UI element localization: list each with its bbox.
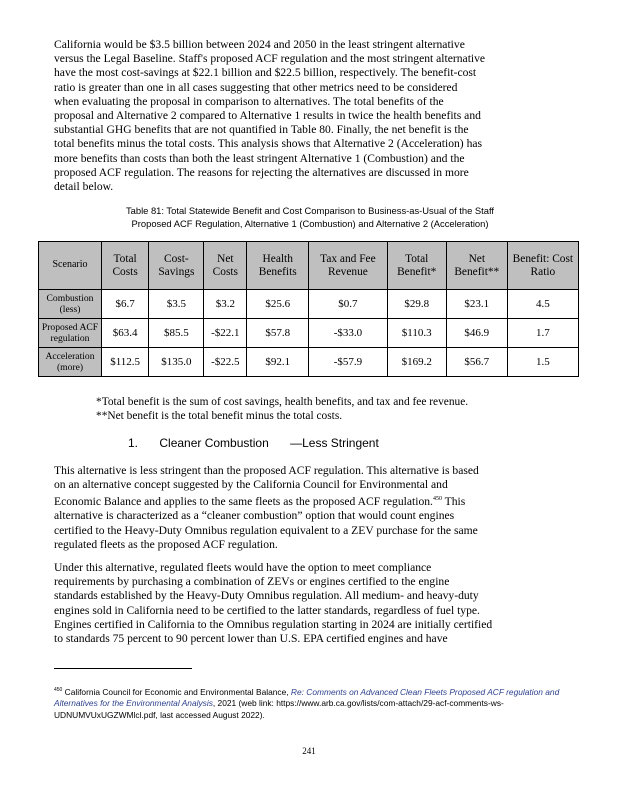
para2-line bbox=[54, 492, 566, 509]
table-cell: $56.7 bbox=[446, 348, 507, 377]
table-caption bbox=[54, 205, 566, 230]
table-cell: $110.3 bbox=[387, 319, 446, 348]
scenario-cell: Acceleration (more) bbox=[39, 348, 102, 377]
table-row bbox=[39, 348, 579, 377]
section-subtitle: —Less Stringent bbox=[290, 436, 379, 450]
table-cell: 4.5 bbox=[507, 290, 578, 319]
omnibus-paragraph bbox=[54, 561, 566, 646]
footnote-marker[interactable]: 450 bbox=[432, 496, 442, 503]
intro-line: detail below. bbox=[54, 180, 114, 194]
column-header: Cost-Savings bbox=[149, 242, 204, 290]
net-benefit-note: **Net benefit is the total benefit minus the total costs. bbox=[96, 410, 343, 422]
footnote-reference-link[interactable]: Re: Comments on Advanced Clean Fleets Proposed ACF regulation and Alternatives for the Environmental Analysis bbox=[54, 686, 560, 709]
table-caption-line-2: Proposed ACF Regulation, Alternative 1 (Combustion) and Alternative 2 (Acceleration) bbox=[131, 217, 489, 229]
column-header: Benefit: Cost Ratio bbox=[507, 242, 578, 290]
column-header: Total Costs bbox=[102, 242, 149, 290]
column-header: Total Benefit* bbox=[387, 242, 446, 290]
alternative-description-paragraph bbox=[54, 464, 566, 552]
para3-line: Engines certified in California to the Omnibus regulation starting in 2024 are initially certified bbox=[54, 617, 493, 631]
para2-line: on an alternative concept suggested by the California Council for Environmental and bbox=[54, 478, 448, 492]
section-title: Cleaner Combustion bbox=[159, 436, 269, 450]
para2-line-text: Economic Balance and applies to the same fleets as the proposed ACF regulation. bbox=[54, 495, 433, 509]
table-cell: $3.2 bbox=[204, 290, 247, 319]
para3-line: requirements by purchasing a combination of ZEVs or engines certified to the engine bbox=[54, 575, 450, 589]
table-row bbox=[39, 290, 579, 319]
table-cell: 1.7 bbox=[507, 319, 578, 348]
para3-line: to standards 75 percent to 90 percent lower than U.S. EPA certified engines and have bbox=[54, 632, 448, 646]
benefit-cost-table bbox=[38, 241, 579, 377]
table-cell: $0.7 bbox=[309, 290, 387, 319]
table-cell: -$33.0 bbox=[309, 319, 387, 348]
table-cell: -$22.1 bbox=[204, 319, 247, 348]
table-row bbox=[39, 319, 579, 348]
column-header: Net Benefit** bbox=[446, 242, 507, 290]
column-header: Net Costs bbox=[204, 242, 247, 290]
table-cell: -$22.5 bbox=[204, 348, 247, 377]
scenario-cell: Proposed ACF regulation bbox=[39, 319, 102, 348]
table-cell: $25.6 bbox=[247, 290, 309, 319]
table-cell: $6.7 bbox=[102, 290, 149, 319]
intro-line: versus the Legal Baseline. Staff's proposed ACF regulation and the most stringent alternative bbox=[54, 52, 486, 66]
intro-line: when evaluating the proposal in comparison to alternatives. The total benefits of the bbox=[54, 94, 444, 108]
intro-line: more benefits than costs than both the least stringent Alternative 1 (Combustion) and the bbox=[54, 151, 465, 165]
table-cell: $46.9 bbox=[446, 319, 507, 348]
para2-line: certified to the Heavy-Duty Omnibus regulation equivalent to a ZEV purchase for the same bbox=[54, 523, 478, 537]
table-notes bbox=[96, 395, 468, 423]
para2-line: regulated fleets as the proposed ACF regulation. bbox=[54, 537, 278, 551]
intro-line: proposed ACF regulation. The reasons for rejecting the alternatives are discussed in more bbox=[54, 165, 469, 179]
intro-line: proposal and Alternative 2 compared to Alternative 1 results in twice the health benefits and bbox=[54, 109, 481, 123]
table-cell: $135.0 bbox=[149, 348, 204, 377]
section-heading bbox=[128, 436, 397, 450]
footnote-separator bbox=[54, 668, 192, 669]
table-cell: $112.5 bbox=[102, 348, 149, 377]
intro-paragraph bbox=[54, 38, 566, 194]
column-header: Scenario bbox=[39, 242, 102, 290]
para3-line: standards established by the Heavy-Duty Omnibus regulation. All medium- and heavy-duty bbox=[54, 589, 479, 603]
section-number: 1. bbox=[128, 436, 139, 450]
intro-line: ratio is greater than one in all cases suggesting that other metrics need to be considered bbox=[54, 80, 458, 94]
para2-line-tail: This bbox=[444, 495, 466, 509]
table-cell: $169.2 bbox=[387, 348, 446, 377]
para3-line: engines sold in California need to be certified to the latter standards, regardless of fuel type. bbox=[54, 603, 480, 617]
intro-line: have the most cost-savings at $22.1 billion and $22.5 billion, respectively. The benefit-cost bbox=[54, 66, 477, 80]
column-header: Tax and Fee Revenue bbox=[309, 242, 387, 290]
footnote-tail: , 2021 (web link: https://www.arb.ca.gov/lists/com-attach/29-acf-comments-ws-UDNUMVUxUGZWMlcl.pdf, last accessed August 2022). bbox=[54, 698, 504, 720]
para3-line: Under this alternative, regulated fleets would have the option to meet compliance bbox=[54, 561, 432, 574]
footnote bbox=[54, 685, 564, 721]
table-cell: $29.8 bbox=[387, 290, 446, 319]
column-header: Health Benefits bbox=[247, 242, 309, 290]
intro-line: California would be $3.5 billion between 2024 and 2050 in the least stringent alternative bbox=[54, 38, 465, 51]
page-number: 241 bbox=[302, 746, 316, 756]
table-cell: $92.1 bbox=[247, 348, 309, 377]
total-benefit-note: *Total benefit is the sum of cost savings, health benefits, and tax and fee revenue. bbox=[96, 396, 469, 408]
table-cell: $85.5 bbox=[149, 319, 204, 348]
para2-line: This alternative is less stringent than the proposed ACF regulation. This alternative is based bbox=[54, 464, 479, 477]
intro-line: total benefits minus the total costs. This analysis shows that Alternative 2 (Acceleration) has bbox=[54, 137, 483, 151]
para2-line: alternative is characterized as a “cleaner combustion” option that would count engines bbox=[54, 509, 455, 523]
table-caption-line-1: Table 81: Total Statewide Benefit and Cost Comparison to Business-as-Usual of the Staff bbox=[125, 205, 495, 216]
scenario-cell: Combustion (less) bbox=[39, 290, 102, 319]
intro-line: substantial GHG benefits that are not quantified in Table 80. Finally, the net benefit is the bbox=[54, 123, 469, 137]
table-header-row bbox=[39, 242, 579, 290]
table-cell: $23.1 bbox=[446, 290, 507, 319]
table-cell: $57.8 bbox=[247, 319, 309, 348]
footnote-number: 450 bbox=[54, 687, 63, 693]
table-cell: $3.5 bbox=[149, 290, 204, 319]
table-cell: -$57.9 bbox=[309, 348, 387, 377]
footnote-lead: California Council for Economic and Environmental Balance, bbox=[64, 686, 289, 697]
table-body bbox=[39, 290, 579, 377]
table-cell: 1.5 bbox=[507, 348, 578, 377]
table-cell: $63.4 bbox=[102, 319, 149, 348]
